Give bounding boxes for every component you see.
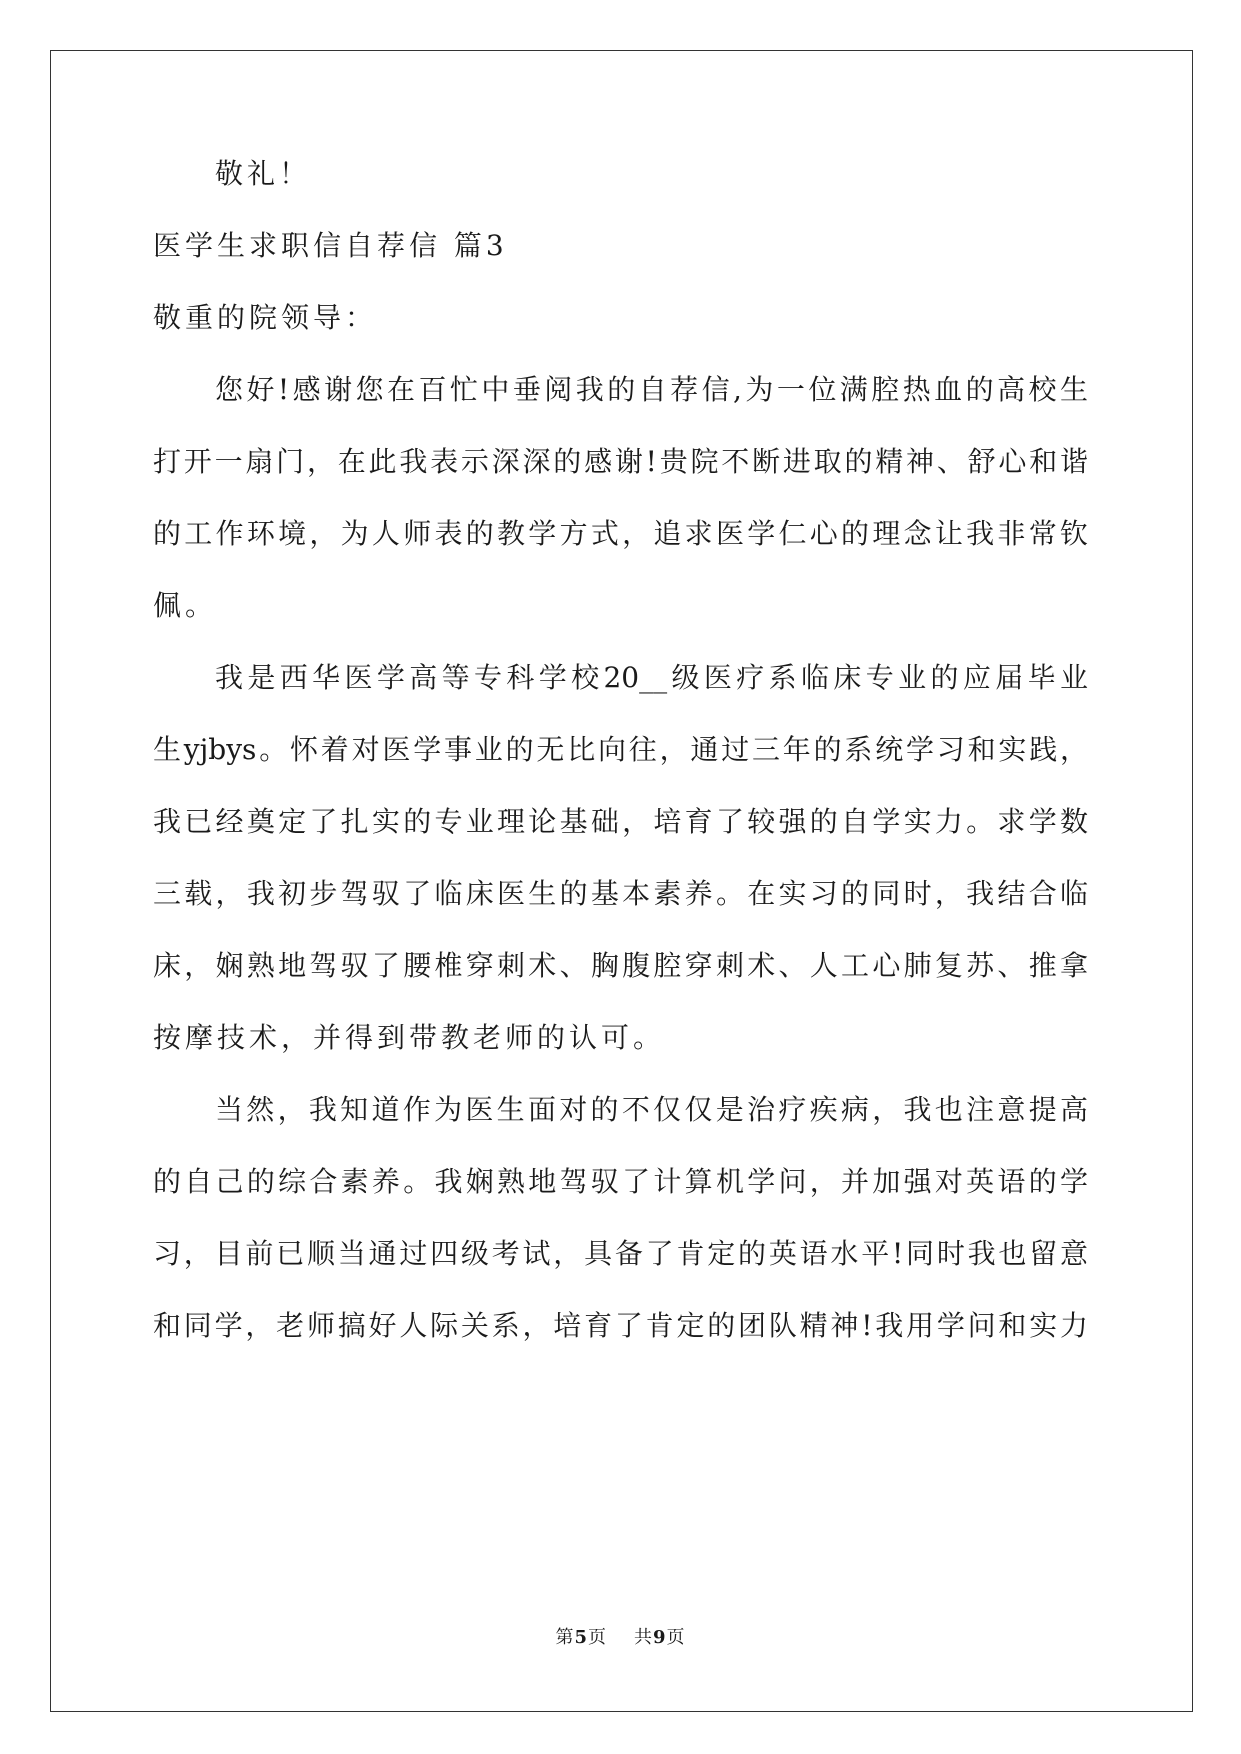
section-heading: 医学生求职信自荐信 篇3 [153, 229, 508, 262]
page-suffix: 页 [588, 1627, 608, 1648]
paragraph-line: 您好!感谢您在百忙中垂阅我的自荐信,为一位满腔热血的高校生 [215, 373, 1088, 406]
greeting: 敬重的院领导： [153, 301, 378, 334]
paragraph-line: 按摩技术，并得到带教老师的认可。 [153, 1021, 666, 1054]
paragraph-line: 当然，我知道作为医生面对的不仅仅是治疗疾病，我也注意提高 [215, 1093, 1088, 1126]
paragraph-line: 的工作环境，为人师表的教学方式，追求医学仁心的理念让我非常钦 [153, 517, 1088, 550]
paragraph-line: 打开一扇门，在此我表示深深的感谢!贵院不断进取的精神、舒心和谐 [153, 445, 1088, 478]
paragraph-line: 我是西华医学高等专科学校20__级医疗系临床专业的应届毕业 [215, 661, 1088, 694]
page-prefix: 第 [555, 1627, 575, 1648]
paragraph-line: 床，娴熟地驾驭了腰椎穿刺术、胸腹腔穿刺术、人工心肺复苏、推拿 [153, 949, 1088, 982]
page-total: 9 [652, 1627, 667, 1648]
page-current: 5 [574, 1627, 589, 1648]
page-footer [0, 1627, 1241, 1649]
paragraph-line: 生yjbys。怀着对医学事业的无比向往，通过三年的系统学习和实践， [153, 733, 1088, 766]
paragraph-line: 我已经奠定了扎实的专业理论基础，培育了较强的自学实力。求学数 [153, 805, 1088, 838]
paragraph-line: 三载，我初步驾驭了临床医生的基本素养。在实习的同时，我结合临 [153, 877, 1088, 910]
paragraph-line: 佩。 [153, 589, 218, 622]
total-suffix: 页 [666, 1627, 686, 1648]
paragraph-line: 和同学，老师搞好人际关系，培育了肯定的团队精神!我用学问和实力 [153, 1309, 1088, 1342]
total-prefix: 共 [633, 1627, 653, 1648]
closing-salutation: 敬礼！ [215, 157, 312, 190]
paragraph-line: 习，目前已顺当通过四级考试，具备了肯定的英语水平!同时我也留意 [153, 1237, 1088, 1270]
paragraph-line: 的自己的综合素养。我娴熟地驾驭了计算机学问，并加强对英语的学 [153, 1165, 1088, 1198]
